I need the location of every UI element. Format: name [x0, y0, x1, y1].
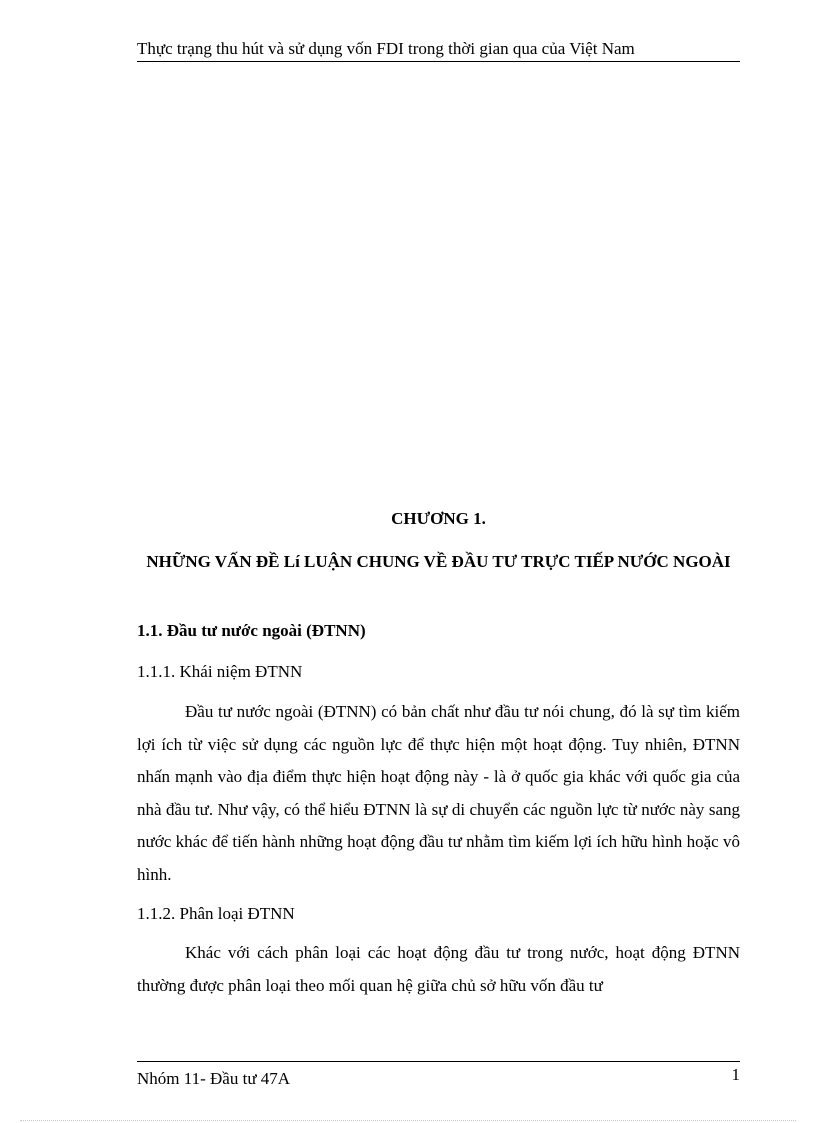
page-number: 1 — [731, 1065, 740, 1084]
paragraph-definition: Đầu tư nước ngoài (ĐTNN) có bản chất như đầu tư nói chung, đó là sự tìm kiếm lợi ích từ việc sử dụng các nguồn lực để thực hiện một hoạt động. Tuy nhiên, ĐTNN nhấn mạnh vào địa điểm thực hiện hoạt động này - là ở quốc gia khác với quốc gia của nhà đầu tư. Như vậy, có thể hiểu ĐTNN là sự di chuyển các nguồn lực từ nước này sang nước khác để tiến hành những hoạt động đầu tư nhằm tìm kiếm lợi ích hữu hình hoặc vô hình. — [137, 702, 740, 884]
page-bottom-edge — [20, 1120, 796, 1121]
footer-divider — [137, 1061, 740, 1062]
subsection-heading-1-1-1: 1.1.1. Khái niệm ĐTNN — [137, 662, 303, 681]
chapter-subtitle: NHỮNG VẤN ĐỀ Lí LUẬN CHUNG VỀ ĐẦU TƯ TRỰC TIẾP NƯỚC NGOÀI — [146, 552, 731, 571]
chapter-title: CHƯƠNG 1. — [391, 509, 486, 528]
page-header-title: Thực trạng thu hút và sử dụng vốn FDI trong thời gian qua của Việt Nam — [137, 39, 635, 58]
paragraph-classification: Khác với cách phân loại các hoạt động đầu tư trong nước, hoạt động ĐTNN thường được phân loại theo mối quan hệ giữa chủ sở hữu vốn đầu tư — [137, 943, 740, 995]
section-heading-1-1: 1.1. Đầu tư nước ngoài (ĐTNN) — [137, 621, 366, 640]
header-divider — [137, 61, 740, 62]
footer-group-label: Nhóm 11- Đầu tư 47A — [137, 1069, 291, 1088]
subsection-heading-1-1-2: 1.1.2. Phân loại ĐTNN — [137, 904, 295, 923]
